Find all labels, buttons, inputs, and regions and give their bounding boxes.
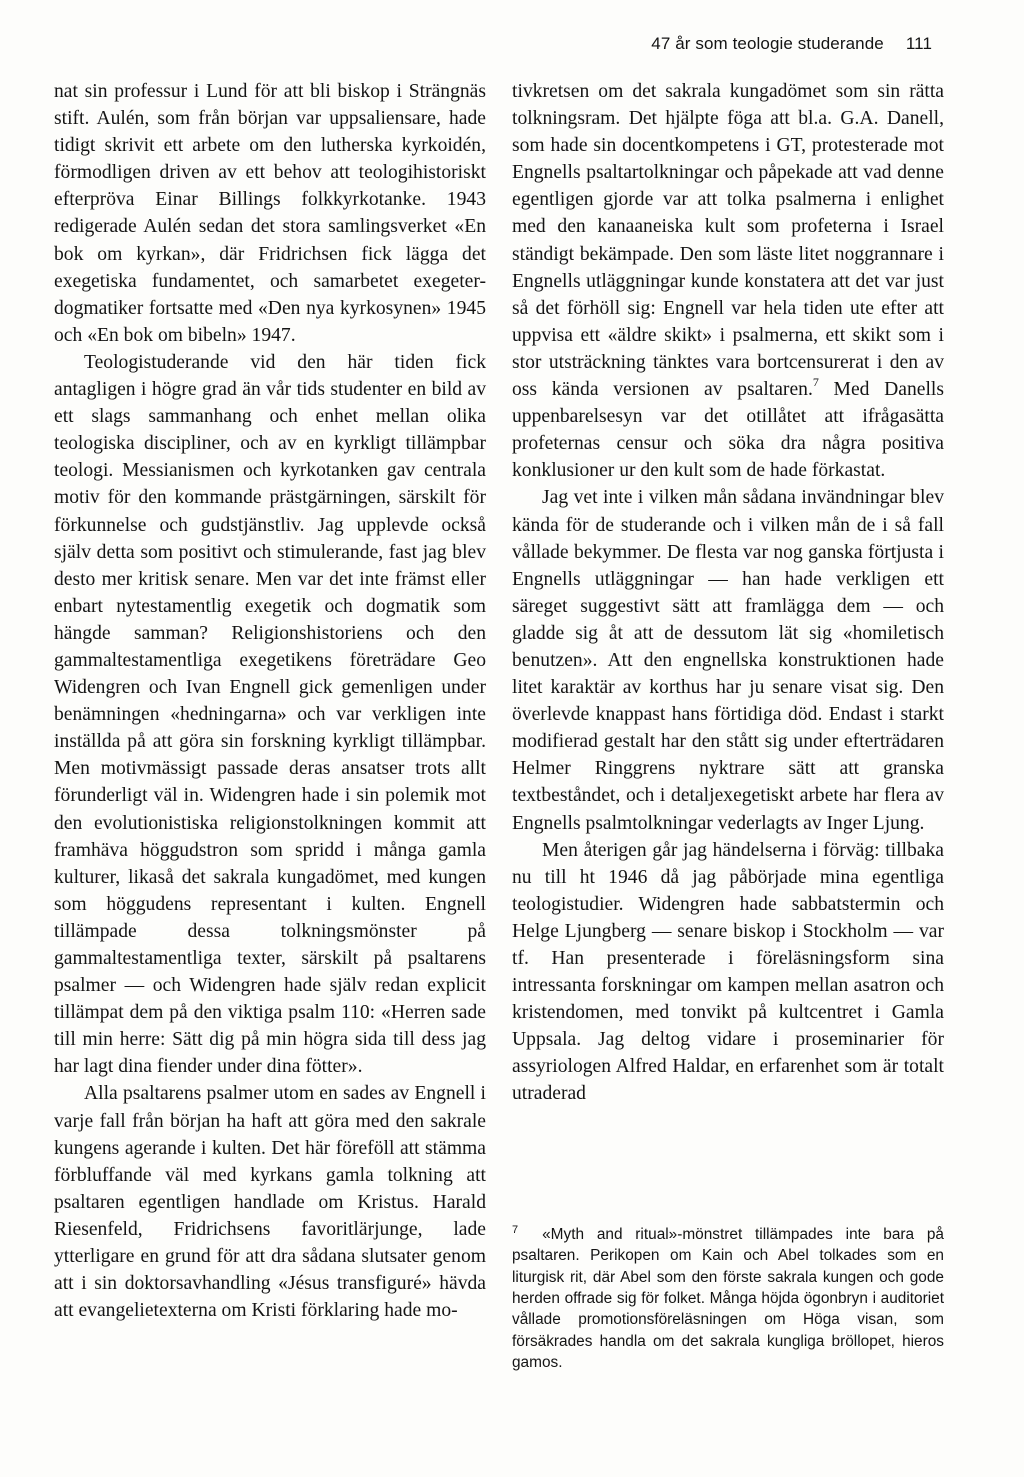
- footnote-text: «Myth and ritual»-mönstret tillämpades inte bara på psaltaren. Perikopen om Kain och Abel tolkades som en liturgisk rit, där Abel som den förste sakrala kungen och gode herden offrade sig för folket. Många höjda ögonbryn i auditoriet vållade promotionsföreläsningen om Höga visan, som försäkrades handla om det sakrala kungliga bröllopet, hieros gamos.: [512, 1226, 944, 1371]
- footnote-reference[interactable]: 7: [812, 374, 819, 389]
- paragraph: Men återigen går jag händelserna i förväg: tillbaka nu till ht 1946 då jag påbörjade mina egentliga teologistudier. Widengren hade sabbatstermin och Helge Ljungberg — senare biskop i Stockholm — var tf. Han presenterade i föreläsningsform sina intressanta forskningar om kampen mellan asatron och kristendomen, med tonvikt på kultcentret i Gamla Uppsala. Jag deltog vidare i proseminarier för assyriologen Alfred Haldar, en erfarenhet som är totalt utraderad: [512, 839, 944, 1105]
- paragraph-text: tivkretsen om det sakrala kungadömet som sin rätta tolkningsram. Det hjälpte föga att bl.a. G.A. Danell, som hade sin docentkompetens i GT, protesterade mot Engnells psaltartolkningar och påpekade att vad denne egentligen gjorde var att tolka psalmerna i enlighet med den kanaaneiska kult som profeterna i Israel ständigt bekämpade. Den som läste litet noggrannare i Engnells utläggningar kunde konstatera att det var just så det förhöll sig: Engnell var hela tiden ute efter att uppvisa ett «äldre skikt» i psalmerna, ett skikt som i stor utsträckning tänktes vara bortcensurerat i den av oss kända versionen av psaltaren.: [512, 81, 944, 401]
- running-title: 47 år som teologie studerande: [651, 34, 884, 53]
- running-head: [651, 34, 932, 54]
- paragraph: nat sin professur i Lund för att bli biskop i Strängnäs stift. Aulén, som från början var uppsaliensare, hade tidigt skrivit ett arbete om den lutherska kyrkoidén, förmodligen driven av ett behov att teologihistoriskt efterpröva Einar Billings folkkyrkotanke. 1943 redigerade Aulén sedan det stora samlingsverket «En bok om kyrkan», där Fridrichsen fick lägga det exegetiska fundamentet, och samarbetet exegeter-dogmatiker fortsatte med «Den nya kyrkosynen» 1945 och «En bok om bibeln» 1947.: [54, 81, 486, 346]
- paragraph: Alla psaltarens psalmer utom en sades av Engnell i varje fall från början ha haft att göra med den sakrale kungens agerande i kulten. Det här föreföll att stämma förbluffande väl med kyrkans gamla tolkning att psaltaren egentligen handlade om Kristus. Harald Riesenfeld, Fridrichsens favoritlärjunge, lade ytterligare en grund för att dra sådana slutsater genom att i sin doktorsavhandling «Jésus transfiguré» hävda att evangelietexterna om Kristi förklaring hade mo-: [54, 1083, 486, 1322]
- paragraph: Teologistuderande vid den här tiden fick antagligen i högre grad än vår tids studenter en bild av ett slags sammanhang och enhet mellan olika teologiska discipliner, och av en kyrkligt tillämpbar teologi. Messianismen och kyrkotanken gav centrala motiv för den kommande prästgärningen, särskilt för förkunnelse och gudstjänstliv. Jag upplevde också själv detta som positivt och stimulerande, fast jag blev desto mer kritisk senare. Men var det inte främst eller enbart nytestamentlig exegetik och dogmatik som hängde samman? Religionshistoriens och den gammaltestamentliga exegetikens företrädare Geo Widengren och Ivan Engnell gick gemenligen under benämningen «hedningarna» och var verkligen inte inställda på att göra sin forskning kyrkligt tillämpbar. Men motivmässigt passade deras ansatser trots allt förunderligt väl in. Widengren hade i sin polemik mot den evolutionistiska religionstolkningen kommit att framhäva höggudstron som spridd i många gamla kulturer, likaså det sakrala kungadömet, med kungen som höggudens representant i kulten. Engnell tillämpade dessa tolkningsmönster på gammaltestamentliga texter, särskilt på psaltarens psalmer — och Widengren hade själv redan explicit tillämpat dem på den viktiga psalm 110: «Herren sade till min herre: Sätt dig på min högra sida till dess jag har lagt dina fiender under dina fötter».: [54, 351, 486, 1078]
- paragraph: [512, 78, 944, 484]
- right-column: [512, 78, 944, 1108]
- footnote-number: 7: [512, 1224, 519, 1236]
- left-column: [54, 78, 486, 1324]
- footnote: [512, 1220, 944, 1373]
- paragraph: Jag vet inte i vilken mån sådana invändningar blev kända för de studerande och i vilken mån de i så fall vållade bekymmer. De flesta var nog ganska förtjusta i Engnells utläggningar — han hade verkligen ett säreget suggestivt sätt att framlägga dem — och gladde sig åt att de dessutom lät sig «homiletisch benutzen». Att den engnellska konstruktionen hade litet karaktär av korthus har ju senare visat sig. Den överlevde knappast hans förtidiga död. Endast i starkt modifierad gestalt har den stått sig under efterträdaren Helmer Ringgrens nyktrare sätt att granska textbeståndet, och i detaljexegetiskt arbete har flera av Engnells psalmtolkningar vederlagts av Inger Ljung.: [512, 487, 944, 834]
- page-number: 111: [905, 34, 932, 53]
- paragraph-text: Med Danells uppenbarelsesyn var det otillåtet att ifrågasätta profeternas censur och söka dra några positiva konklusioner ur den kult som de hade förkastat.: [512, 379, 944, 482]
